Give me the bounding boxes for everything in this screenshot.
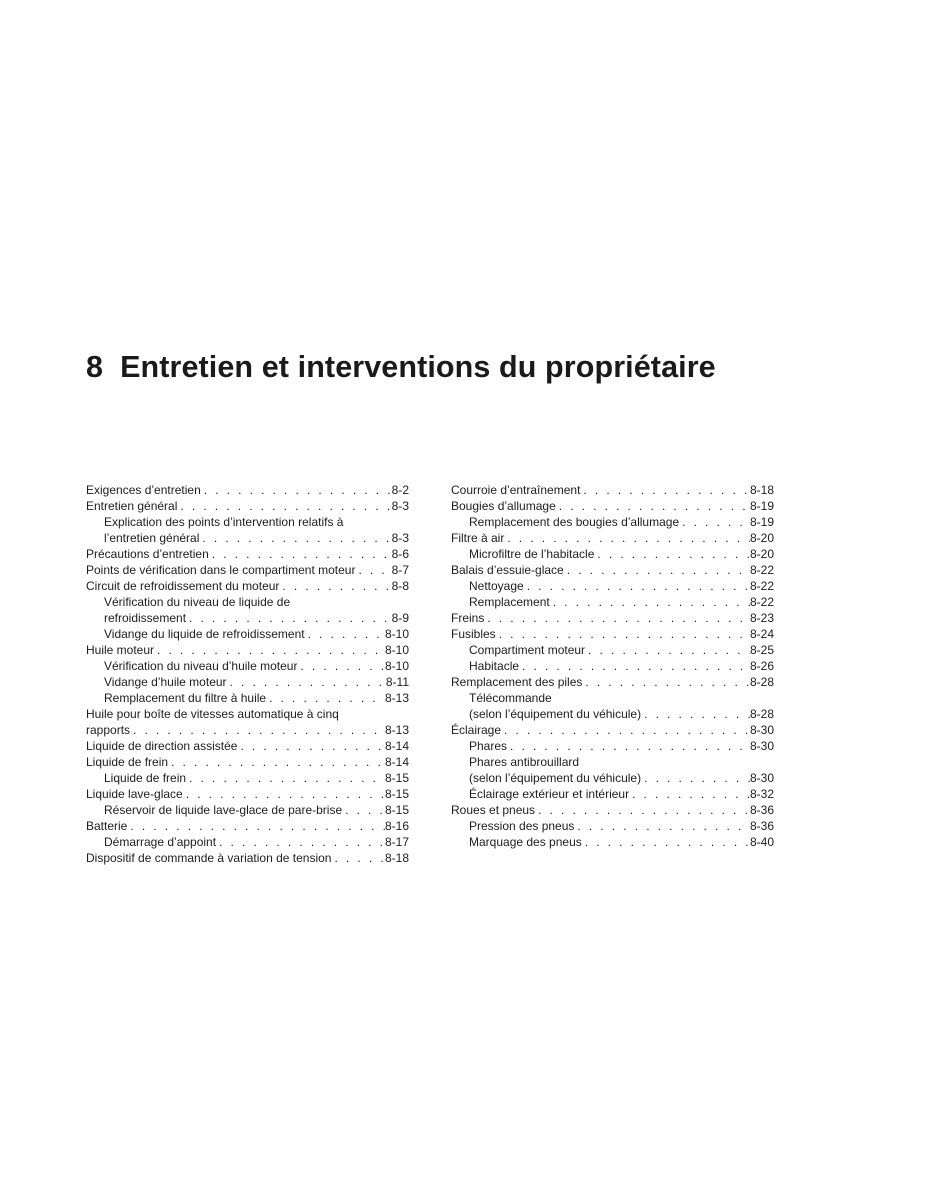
toc-page-number: 8-30 [749,771,774,785]
toc-page-number: 8-30 [749,739,774,753]
toc-entry[interactable] [451,626,774,642]
toc-subentry[interactable] [86,514,409,546]
dot-leader [524,578,750,594]
toc-entry-label-line1: Vérification du niveau de liquide de [104,595,291,609]
toc-entry-label: (selon l’équipement du véhicule) [469,771,642,785]
toc-entry-label: Précautions d’entretien [86,547,209,561]
toc-entry-label-line1: Télécommande [469,691,552,705]
toc-entry-label: Démarrage d’appoint [104,835,217,849]
dot-leader [209,546,392,562]
toc-subentry[interactable] [451,818,774,834]
toc-page-number: 8-22 [749,579,774,593]
chapter-number: 8 [86,350,104,384]
toc-entry[interactable] [86,706,409,738]
toc-page-number: 8-3 [391,499,409,513]
toc-column-right [451,482,774,850]
toc-entry-label: Fusibles [451,627,496,641]
dot-leader [216,834,385,850]
toc-page-number: 8-3 [391,531,409,545]
toc-page-number: 8-15 [384,787,409,801]
toc-entry-label: Circuit de refroidissement du moteur [86,579,280,593]
toc-subentry[interactable] [86,690,409,706]
dot-leader [564,562,750,578]
dot-leader [199,530,391,546]
toc-page-number: 8-13 [384,691,409,705]
toc-entry-label-line1: Huile pour boîte de vitesses automatique à cinq [86,707,339,721]
toc-entry-label: Microfiltre de l’habitacle [469,547,595,561]
toc-page-number: 8-32 [749,787,774,801]
toc-subentry[interactable] [86,770,409,786]
toc-entry-label: Pression des pneus [469,819,575,833]
dot-leader [507,738,750,754]
toc-page-number: 8-15 [384,803,409,817]
toc-subentry[interactable] [451,834,774,850]
toc-page-number: 8-7 [391,563,409,577]
toc-entry-label: Remplacement des bougies d’allumage [469,515,680,529]
toc-entry[interactable] [86,546,409,562]
toc-entry-label: Exigences d’entretien [86,483,201,497]
toc-entry[interactable] [451,530,774,546]
toc-page-number: 8-10 [384,643,409,657]
toc-entry[interactable] [86,850,409,866]
toc-entry-label: Remplacement [469,595,550,609]
dot-leader [496,626,750,642]
toc-entry-label: Liquide lave-glace [86,787,183,801]
toc-subentry[interactable] [86,834,409,850]
toc-entry-label-line1: Explication des points d’intervention relatifs à [104,515,344,529]
dot-leader [331,850,385,866]
toc-entry-label: Liquide de frein [104,771,187,785]
toc-entry[interactable] [86,578,409,594]
toc-entry[interactable] [86,642,409,658]
dot-leader [519,658,750,674]
toc-subentry[interactable] [451,578,774,594]
toc-page-number: 8-9 [391,611,409,625]
toc-entry[interactable] [86,562,409,578]
dot-leader [297,658,385,674]
toc-page-number: 8-18 [749,483,774,497]
toc-subentry[interactable] [451,786,774,802]
toc-entry-label: Liquide de direction assistée [86,739,238,753]
toc-subentry[interactable] [86,658,409,674]
dot-leader [130,722,385,738]
toc-subentry[interactable] [86,802,409,818]
toc-page-number: 8-8 [391,579,409,593]
toc-page-number: 8-36 [749,803,774,817]
dot-leader [629,786,750,802]
dot-leader [535,802,750,818]
toc-entry[interactable] [86,498,409,514]
dot-leader [201,482,392,498]
toc-entry[interactable] [451,610,774,626]
toc-page-number: 8-19 [749,515,774,529]
dot-leader [585,642,750,658]
toc-entry-label: Batterie [86,819,128,833]
toc-subentry[interactable] [451,594,774,610]
toc-subentry[interactable] [451,754,774,786]
toc-page-number: 8-40 [749,835,774,849]
dot-leader [168,754,385,770]
dot-leader [279,578,391,594]
toc-subentry[interactable] [451,546,774,562]
dot-leader [580,482,750,498]
toc-subentry[interactable] [86,674,409,690]
toc-page-number: 8-17 [384,835,409,849]
toc-entry-label: Phares [469,739,508,753]
toc-entry-label: Vidange d’huile moteur [104,675,227,689]
toc-entry-label: Éclairage extérieur et intérieur [469,787,630,801]
toc-entry[interactable] [86,738,409,754]
toc-subentry[interactable] [451,642,774,658]
dot-leader [484,610,750,626]
toc-page-number: 8-22 [749,563,774,577]
toc-entry[interactable] [451,562,774,578]
toc-page-number: 8-11 [385,675,409,689]
toc-entry[interactable] [451,802,774,818]
dot-leader [127,818,385,834]
toc-entry[interactable] [451,482,774,498]
toc-subentry[interactable] [86,594,409,626]
toc-page-number: 8-10 [384,659,409,673]
toc-page-number: 8-20 [749,531,774,545]
toc-entry-label: Points de vérification dans le compartiment moteur [86,563,356,577]
toc-entry-label: Nettoyage [469,579,524,593]
dot-leader [305,626,385,642]
toc-entry-label: Remplacement des piles [451,675,583,689]
dot-leader [641,706,750,722]
dot-leader [582,674,750,690]
dot-leader [186,610,392,626]
toc-entry-label: Liquide de frein [86,755,169,769]
toc-subentry[interactable] [451,514,774,530]
toc-entry[interactable] [86,754,409,770]
dot-leader [342,802,385,818]
toc-entry-label: Balais d’essuie-glace [451,563,564,577]
toc-page-number: 8-22 [749,595,774,609]
toc-page-number: 8-15 [384,771,409,785]
toc-page-number: 8-23 [749,611,774,625]
dot-leader [582,834,750,850]
toc-page-number: 8-28 [749,707,774,721]
toc-subentry[interactable] [451,738,774,754]
toc-entry[interactable] [86,818,409,834]
toc-entry-label: Remplacement du filtre à huile [104,691,267,705]
toc-entry-label: l’entretien général [104,531,200,545]
toc-column-left [86,482,409,866]
toc-entry[interactable] [451,722,774,738]
dot-leader [227,674,386,690]
toc-page-number: 8-10 [384,627,409,641]
toc-page-number: 8-14 [384,739,409,753]
toc-subentry[interactable] [451,690,774,722]
dot-leader [550,594,750,610]
toc-entry-label: (selon l’équipement du véhicule) [469,707,642,721]
dot-leader [501,722,750,738]
toc-entry-label: Réservoir de liquide lave-glace de pare-brise [104,803,343,817]
dot-leader [177,498,391,514]
toc-page-number: 8-24 [749,627,774,641]
toc-page-number: 8-19 [749,499,774,513]
chapter-title-text: Entretien et interventions du propriétaire [120,350,716,384]
toc-entry-label: Roues et pneus [451,803,536,817]
dot-leader [266,690,385,706]
toc-entry[interactable] [86,786,409,802]
toc-entry-label-line1: Phares antibrouillard [469,755,580,769]
dot-leader [237,738,385,754]
toc-entry-label: Éclairage [451,723,502,737]
toc-page-number: 8-16 [384,819,409,833]
dot-leader [154,642,385,658]
toc-entry[interactable] [451,498,774,514]
toc-subentry[interactable] [86,626,409,642]
toc-entry-label: Vidange du liquide de refroidissement [104,627,305,641]
toc-page-number: 8-6 [391,547,409,561]
toc-entry-label: refroidissement [104,611,187,625]
toc-entry-label: rapports [86,723,131,737]
toc-entry-label: Compartiment moteur [469,643,586,657]
toc-entry-label: Habitacle [469,659,520,673]
toc-entry-label: Filtre à air [451,531,505,545]
dot-leader [641,770,750,786]
toc-page-number: 8-20 [749,547,774,561]
dot-leader [574,818,750,834]
toc-page-number: 8-30 [749,723,774,737]
toc-page-number: 8-14 [384,755,409,769]
dot-leader [556,498,750,514]
toc-page-number: 8-25 [749,643,774,657]
toc-entry-label: Entretien général [86,499,178,513]
toc-page-number: 8-28 [749,675,774,689]
toc-entry[interactable] [451,674,774,690]
toc-entry-label: Freins [451,611,485,625]
toc-page-number: 8-13 [384,723,409,737]
toc-page-number: 8-36 [749,819,774,833]
dot-leader [504,530,750,546]
toc-entry-label: Dispositif de commande à variation de tension [86,851,332,865]
toc-entry[interactable] [86,482,409,498]
chapter-title [86,350,716,385]
toc-page-number: 8-18 [384,851,409,865]
toc-subentry[interactable] [451,658,774,674]
toc-entry-label: Bougies d’allumage [451,499,556,513]
dot-leader [355,562,391,578]
toc-page-number: 8-26 [749,659,774,673]
dot-leader [186,770,385,786]
toc-entry-label: Marquage des pneus [469,835,582,849]
toc-entry-label: Courroie d’entraînement [451,483,581,497]
toc-entry-label: Huile moteur [86,643,155,657]
dot-leader [183,786,385,802]
dot-leader [594,546,750,562]
dot-leader [679,514,750,530]
toc-entry-label: Vérification du niveau d’huile moteur [104,659,298,673]
toc-page-number: 8-2 [391,483,409,497]
